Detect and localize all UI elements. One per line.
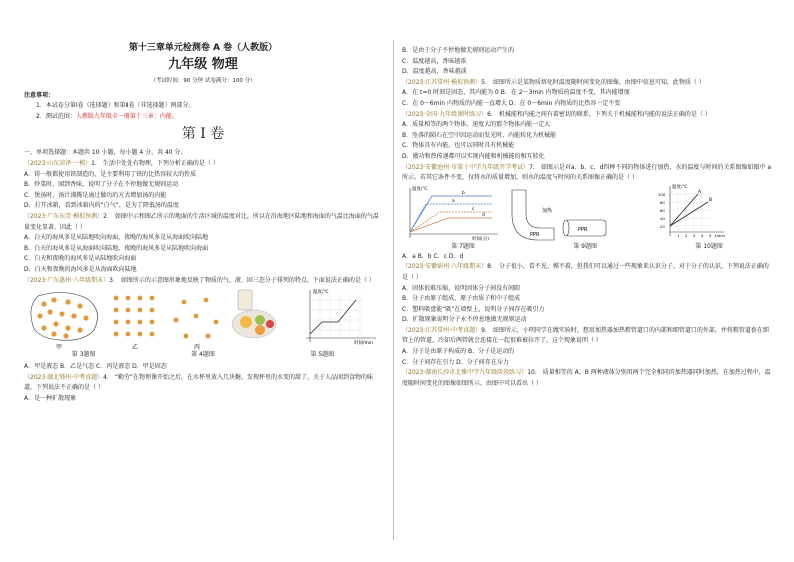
fig10-xtick-4: 4 xyxy=(701,232,704,238)
q4-option-a: A．是一种扩散现象 xyxy=(24,394,77,402)
caption-fig10: 第 10题图 xyxy=(695,242,723,250)
question-8-source: （2023·安徽宿州·八年级期末） xyxy=(402,263,488,271)
fig7-curve-b xyxy=(410,196,492,232)
fig-label-jia: 甲 xyxy=(56,344,63,351)
q1-option-c: C．煲汤时，汤汁沸腾是通过做功的方式增加汤的内能 xyxy=(24,191,167,199)
fig-label-bing: 丙 xyxy=(194,344,201,351)
fig7-graph xyxy=(410,185,498,242)
fig7-label-b: b xyxy=(462,190,465,196)
right-figures-row xyxy=(402,184,772,252)
peach-slice xyxy=(255,325,265,335)
question-7-text: 7． 如图示是对a、b、c、d四种不同的物体进行加热，水的温度与时间的关系图像如图中 a 所示。若其它条件不变，仅将水的质量增加，则水的温度与时间的关系图像正确的是（ ） xyxy=(402,163,771,182)
section-heading: 第 Ⅰ 卷 xyxy=(181,126,225,143)
fig5-graph xyxy=(306,288,376,346)
q8-option-b: B．分子由原子组成，原子由质子和中子组成 xyxy=(402,295,521,303)
q8-option-d: D．扩散现象说明分子永不停息地做无规则运动 xyxy=(402,316,527,324)
note-2-prefix: 2．测试范围： xyxy=(36,112,76,120)
question-2-source: （2023·广东东莞·模拟预测） xyxy=(24,212,104,220)
note-1: 1．本试卷分第Ⅰ卷（选择题）和第Ⅱ卷（非选择题）两部分。 xyxy=(36,102,195,110)
orange-slice xyxy=(240,316,252,328)
question-3-text: 3． 如图所示的示意图形象地反映了物质的气、液、固三态分子排列的特点，下面说法正确的是（ ） xyxy=(109,276,375,284)
right-captions xyxy=(402,242,772,253)
fig10-curve-b xyxy=(670,202,708,226)
question-4 xyxy=(24,373,382,394)
q1-option-d: D．打开冰箱，看到冰箱内的“白气”，是为了降低汤的温度 xyxy=(24,202,179,210)
q1-option-b: B．炒菜时，闻到香味，说明了分子在不停地做无规则运动 xyxy=(24,181,179,189)
fig5-curve xyxy=(310,300,356,334)
fig10-y-label: 温度/℃ xyxy=(672,184,688,190)
pipe-label-ppr-2: PPR xyxy=(578,226,588,233)
exam-subtitle: 九年级 物理 xyxy=(168,57,238,72)
caption-fig4: 第 4题图 xyxy=(191,351,215,359)
fig10-graph xyxy=(658,184,726,238)
q6-option-a: A．质量相等的两个物体，速度大的那个物体内能一定大 xyxy=(402,121,551,129)
fig10-ytick-40: 40 xyxy=(660,215,665,221)
glass-cup xyxy=(238,290,252,310)
caption-fig9: 第 9题图 xyxy=(573,242,597,250)
fig10-ytick-60: 60 xyxy=(660,207,665,213)
question-1-text: 1． 生活中处处有物理，下列分析正确的是（ ） xyxy=(91,159,219,167)
q9-options-ab: A．分子是由原子构成的 B．分子是运动的 xyxy=(402,348,515,356)
question-10-text: 10． 质量相等的 A、B 两种液体分别用两个完全相同的加热器同时加热，在加热过程中，温度随时间变化的图像如图所示，由图中可以看出（ ） xyxy=(402,369,771,387)
q7-options: A．a B．b C．c D．d xyxy=(402,252,464,260)
q3-options: A．甲是液态 B．乙是气态 C．丙是液态 D．甲是固态 xyxy=(24,363,167,371)
fig7-curve-c xyxy=(410,212,492,232)
question-3-source: （2023·广东惠州·八年级期末） xyxy=(24,276,110,284)
pipe-opening xyxy=(563,220,569,236)
q4-option-d: D．温度越高，香味越淡 xyxy=(402,68,467,76)
note-2-scope: 人教版九年级全一册第十三章：内能。 xyxy=(75,112,178,120)
fig4-photo xyxy=(232,290,276,338)
caption-fig5: 第 5题图 xyxy=(310,351,335,359)
q1-option-a: A．铸一般都使用铁制造的，是主要利用了铁的比热容较大的性质 xyxy=(24,170,197,178)
berry xyxy=(266,320,274,328)
question-9 xyxy=(402,326,772,347)
fig7-x-label: 时间(分) xyxy=(472,236,490,242)
question-1-source: （2023·山东菏泽·一模） xyxy=(24,159,92,167)
caption-fig7: 第 7题图 xyxy=(451,242,475,250)
notes-title: 注意事项： xyxy=(24,91,55,99)
fig7-label-a: a xyxy=(452,198,455,204)
molecules-jia xyxy=(37,297,88,338)
exam-info: （考试时间：90 分钟 试卷满分：100 分） xyxy=(150,78,256,84)
q6-option-d: D．做功和热传递都可以实现内能和机械能的相互转化 xyxy=(402,152,545,160)
q8-option-a: A．固体很难压缩，说明固体分子间没有间隙 xyxy=(402,284,521,292)
q9-options-cd: C．分子间存在引力 D．分子间存在斥力 xyxy=(402,358,509,366)
fig10-xtick-1: 1 xyxy=(677,232,680,238)
q8-option-c: C．塑料吸盘能“吸”在墙壁上，说明分子间存在吸引力 xyxy=(402,305,545,313)
fig5-x-label: 时间/min xyxy=(354,341,374,347)
question-2-text: 2． 如图中示和图乙所示的地面的生活区域的温度对比，所以在沿海地区陆地和海面的气温比海面的气温量变化显著。因此（ ） xyxy=(24,212,379,231)
question-8 xyxy=(402,262,772,283)
column-divider xyxy=(393,40,394,540)
left-captions xyxy=(24,350,382,361)
caption-fig3: 第 3题图 xyxy=(71,351,96,359)
molecules-yi xyxy=(114,296,155,337)
pipe-label-ppr-1: PPR xyxy=(530,231,540,238)
q4-option-b: B．是由于分子不停地做无规则运动产生的 xyxy=(402,47,515,54)
question-7 xyxy=(402,163,772,184)
fig5-y-label: 温度/℃ xyxy=(313,290,329,296)
fig10-xtick-5: 5 xyxy=(709,232,712,238)
question-10 xyxy=(402,368,772,389)
molecules-bing xyxy=(174,298,219,339)
question-6 xyxy=(402,110,772,121)
question-9-text: 9． 如图所示，小明同学在做实验时，想用加热器加热粗管道口的内部和细管道口的外部，并将粗管道套在细管上的管道，冷却后两管就会连接在一起很难被拉开了，这个现象说明（ ） xyxy=(402,326,769,345)
question-5 xyxy=(402,78,772,89)
question-3 xyxy=(24,276,382,287)
q2-option-a: A．白天的海风多是从陆地吹向海面，夜晚的海风多是从海面吹向陆地 xyxy=(24,234,209,242)
left-figures xyxy=(24,286,382,350)
kiwi-slice xyxy=(255,315,265,325)
fig7-label-d: d xyxy=(482,212,485,218)
q5-options-ab: A．在 t=0 时刻是固态，其内能为 0 B．在 2～3min 内物质的温度不变，其内能增加 xyxy=(402,89,630,97)
question-intro: 一、单项选择题：本题共 10 小题，每小题 4 分，共 40 分。 xyxy=(24,149,187,157)
fig10-label-a: A xyxy=(698,189,702,195)
question-6-source: （2023·全国·九年级课时练习） xyxy=(402,110,488,118)
right-figures xyxy=(402,184,772,242)
question-2 xyxy=(24,212,382,233)
q2-option-c: C．白天和夜晚的海风多是从陆地吹向海面 xyxy=(24,255,137,263)
question-10-source: （2023·湖南长沙市北雅中学九年级阶段练习） xyxy=(402,369,528,377)
question-4-text: 4． “勤劳”在物理课开始之后，在水杯里放入几块糖，发现杯里的水变的甜了，关于人品闻到食物的味道，下列说法不正确的是（ ） xyxy=(24,373,374,392)
fig10-grid xyxy=(670,192,712,232)
question-8-text: 8． 分子很小，看不见、摸不着，但我们可以通过一些现象来认识分子。对于分子的认识，下列说法正确的是（ ） xyxy=(402,263,769,281)
pipe-label-heat: 加热 xyxy=(542,207,553,214)
fig7-label-c: c xyxy=(472,206,475,212)
q2-option-b: B．白天的海风多是从海面吹向陆地，夜晚的海风多是从陆地吹向海面 xyxy=(24,244,209,252)
right-column xyxy=(402,46,772,389)
fig-label-yi: 乙 xyxy=(132,344,139,351)
fig10-ytick-20: 20 xyxy=(660,223,665,229)
fig10-x-label: t/min xyxy=(715,232,725,238)
left-figures-row xyxy=(24,286,382,362)
fig10-xtick-3: 3 xyxy=(693,232,696,238)
exam-title: 第十三章单元检测卷 A 卷（人教版） xyxy=(128,43,278,53)
question-5-source: （2023·江苏常州·模拟预测） xyxy=(402,78,482,86)
fig9-pipes xyxy=(512,190,606,240)
q6-option-b: B．坠落的陨石在空中因运动而发光时，内能转化为机械能 xyxy=(402,131,557,139)
note-2 xyxy=(24,112,382,123)
q4-option-c: C．温度越高，香味越浓 xyxy=(402,57,467,65)
q6-option-c: C．物体具有内能，也可以同时具有机械能 xyxy=(402,142,515,150)
question-7-source: （2023·安徽池州·市第十中学九年级开学考试） xyxy=(402,163,530,171)
fig7-y-label: 温度/℃ xyxy=(412,186,428,192)
left-column xyxy=(24,42,382,404)
q5-options-cd: C．在 0～6min 内物质的内能一直增大 D．在 0～6min 内物质的比热容一定不变 xyxy=(402,99,621,107)
fig10-xtick-2: 2 xyxy=(685,232,688,238)
question-4-source: （2023·湖北鄂州·中考真题） xyxy=(24,373,104,381)
question-1 xyxy=(24,159,382,170)
question-6-text: 6． 机械能和内能之间有着密切的联系，下列关于机械能和内能的说法正确的是（ ） xyxy=(487,110,711,118)
question-5-text: 5． 如图所示是某物质熔化时温度随时间变化的图像，由图中信息可知，此物质（ ） xyxy=(481,78,705,86)
question-9-source: （2023·江苏常州·中考真题） xyxy=(402,326,482,334)
fig7-curve-d xyxy=(410,218,492,232)
fig10-ytick-100: 100 xyxy=(658,191,666,197)
fig10-ytick-80: 80 xyxy=(660,199,665,205)
fig10-label-b: B xyxy=(709,197,713,203)
q2-option-d: D．白天和夜晚的海风多是从海面吹向陆地 xyxy=(24,265,137,273)
